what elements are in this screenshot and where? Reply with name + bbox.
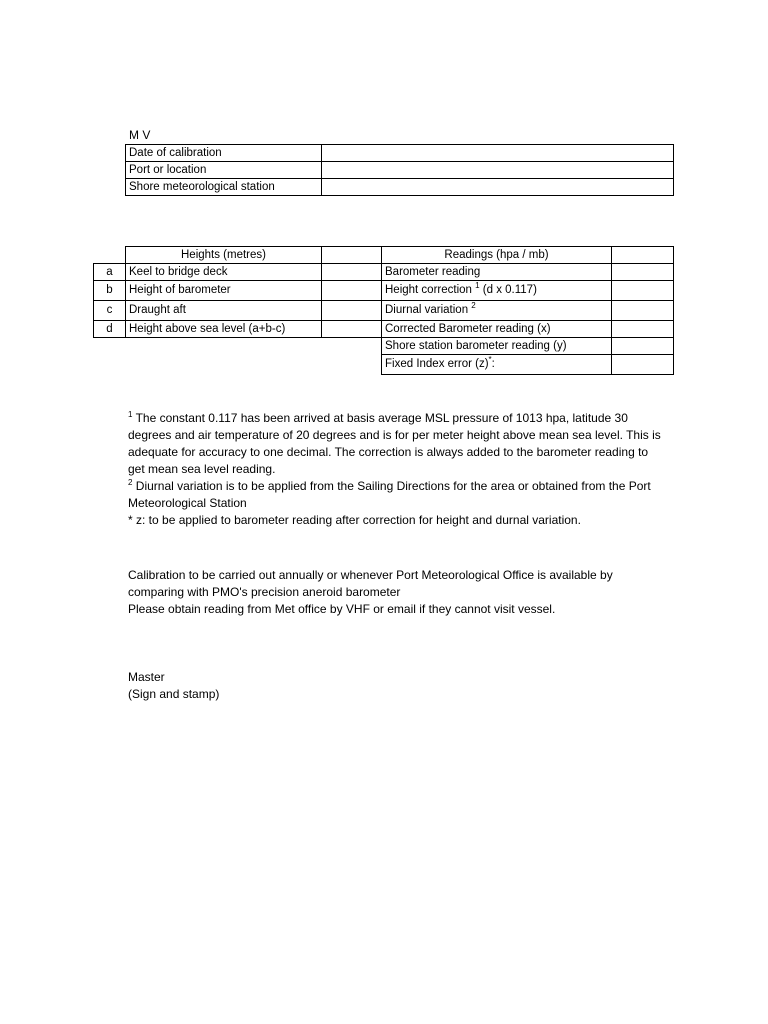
table-header-row: [382, 247, 674, 264]
table-row: [126, 162, 674, 179]
footnote-marker: 1: [475, 281, 480, 291]
table-row: [382, 264, 674, 281]
shore-station-field[interactable]: [322, 179, 674, 196]
port-or-location-label: Port or location: [126, 162, 322, 179]
table-row: [126, 145, 674, 162]
shore-station-reading-field[interactable]: [612, 338, 674, 355]
fixed-index-error-label: Fixed Index error (z)*:: [382, 355, 612, 375]
table-row: [94, 281, 382, 301]
table-row: [126, 179, 674, 196]
signatory-role: Master: [128, 670, 165, 684]
draught-aft-label: Draught aft: [126, 301, 322, 321]
height-of-barometer-field[interactable]: [322, 281, 382, 301]
corrected-barometer-field[interactable]: [612, 321, 674, 338]
row-key: c: [94, 301, 126, 321]
readings-header: Readings (hpa / mb): [382, 247, 612, 264]
calibration-line-1: Calibration to be carried out annually or whenever Port Meteorological Office is available by comparing with PMO's precision aneroid barometer: [128, 568, 613, 599]
barometer-reading-field[interactable]: [612, 264, 674, 281]
table-row: [94, 264, 382, 281]
calibration-line-2: Please obtain reading from Met office by VHF or email if they cannot visit vessel.: [128, 602, 556, 616]
blank-cell: [94, 247, 126, 264]
sign-instruction: (Sign and stamp): [128, 687, 220, 701]
corrected-barometer-label: Corrected Barometer reading (x): [382, 321, 612, 338]
footnote-marker: *: [488, 355, 492, 365]
footnote-1: $^1$ The constant 0.117 has been arrived at basis average MSL pressure of 1013 hpa, latitude 30 degrees and air temperature of 20 degrees and is for per meter height above mean sea level. This is adequate for accuracy to one decimal. The correction is always added to the barometer reading to get mean sea level reading.: [128, 410, 661, 476]
diurnal-variation-label: Diurnal variation $^2$: [382, 301, 612, 321]
heights-header: Heights (metres): [126, 247, 322, 264]
table-row: [382, 281, 674, 301]
shore-station-label: Shore meteorological station: [126, 179, 322, 196]
table-row: [382, 338, 674, 355]
heights-header-value: [322, 247, 382, 264]
row-key: a: [94, 264, 126, 281]
vessel-name-label: M V: [129, 128, 151, 142]
draught-aft-field[interactable]: [322, 301, 382, 321]
height-above-sea-label: Height above sea level (a+b-c): [126, 321, 322, 338]
barometer-reading-label: Barometer reading: [382, 264, 612, 281]
diurnal-variation-field[interactable]: [612, 301, 674, 321]
table-header-row: [94, 247, 382, 264]
height-above-sea-field[interactable]: [322, 321, 382, 338]
date-of-calibration-field[interactable]: [322, 145, 674, 162]
heights-table: [93, 246, 382, 338]
height-correction-label: Height correction $^1$ (d x 0.117): [382, 281, 612, 301]
date-of-calibration-label: Date of calibration: [126, 145, 322, 162]
readings-header-value: [612, 247, 674, 264]
height-of-barometer-label: Height of barometer: [126, 281, 322, 301]
port-or-location-field[interactable]: [322, 162, 674, 179]
table-row: [94, 321, 382, 338]
table-row: [382, 301, 674, 321]
table-row: [382, 321, 674, 338]
fixed-index-error-field[interactable]: [612, 355, 674, 375]
row-key: d: [94, 321, 126, 338]
row-key: b: [94, 281, 126, 301]
readings-table: [381, 246, 674, 375]
footnote-z: * z: to be applied to barometer reading after correction for height and durnal variation.: [128, 513, 581, 527]
footnote-marker: 2: [471, 301, 476, 311]
footnote-2: $^2$ Diurnal variation is to be applied from the Sailing Directions for the area or obtained from the Port Meteorological Station: [128, 478, 651, 510]
keel-to-bridge-field[interactable]: [322, 264, 382, 281]
footnotes: [128, 410, 668, 529]
table-row: [382, 355, 674, 375]
vessel-details-table: [125, 144, 674, 196]
height-correction-field[interactable]: [612, 281, 674, 301]
calibration-instructions: [128, 567, 668, 618]
keel-to-bridge-label: Keel to bridge deck: [126, 264, 322, 281]
signature-block: [128, 669, 219, 703]
shore-station-reading-label: Shore station barometer reading (y): [382, 338, 612, 355]
table-row: [94, 301, 382, 321]
